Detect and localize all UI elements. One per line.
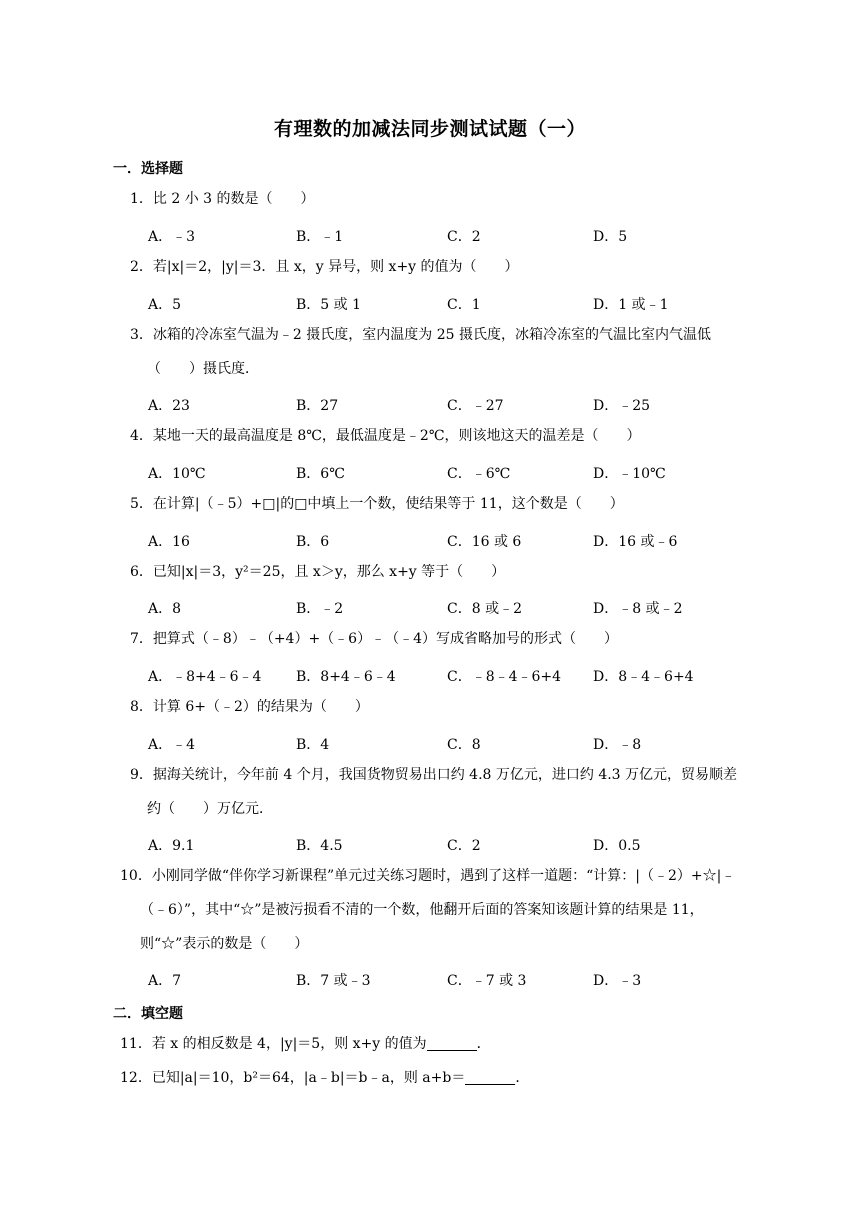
option-a: A．23	[148, 398, 190, 414]
question-8: 8．计算 6+（﹣2）的结果为（ ）	[130, 699, 369, 715]
option-d: D．0.5	[593, 838, 641, 854]
options-8	[148, 734, 748, 754]
option-a: A．5	[148, 297, 182, 313]
option-b: B．5 或 1	[296, 297, 362, 313]
answer-blank	[427, 1036, 477, 1051]
option-c: C．2	[447, 229, 481, 245]
option-d: D．﹣10℃	[593, 466, 666, 482]
question-1: 1．比 2 小 3 的数是（ ）	[130, 191, 315, 207]
option-d: D．16 或﹣6	[593, 534, 678, 550]
options-1	[148, 226, 748, 246]
section-heading-fill: 二．填空题	[113, 1006, 183, 1022]
option-a: A．10℃	[148, 466, 206, 482]
option-d: D．1 或﹣1	[593, 297, 669, 313]
option-d: D．﹣8	[593, 737, 642, 753]
option-d: D．5	[593, 229, 628, 245]
question-5: 5．在计算|（﹣5）+□|的□中填上一个数，使结果等于 11，这个数是（ ）	[130, 496, 624, 512]
options-9	[148, 835, 748, 855]
answer-blank	[465, 1070, 515, 1085]
options-2	[148, 294, 748, 314]
option-c: C．﹣8﹣4﹣6+4	[447, 669, 562, 685]
option-a: A．﹣3	[148, 229, 196, 245]
options-4	[148, 463, 748, 483]
question-11-tail: ．	[476, 1036, 491, 1052]
options-7	[148, 666, 748, 686]
option-b: B．8+4﹣6﹣4	[296, 669, 396, 685]
option-c: C．16 或 6	[447, 534, 522, 550]
page-title: 有理数的加减法同步测试试题（一）	[273, 118, 586, 140]
question-3: 3．冰箱的冷冻室气温为﹣2 摄氏度，室内温度为 25 摄氏度，冰箱冷冻室的气温比室内气温低（ ）摄氏度．	[130, 327, 711, 377]
option-c: C．2	[447, 838, 481, 854]
question-9: 9．据海关统计，今年前 4 个月，我国货物贸易出口约 4.8 万亿元，进口约 4.3 万亿元，贸易顺差约（ ）万亿元．	[130, 767, 738, 817]
option-b: B．4	[296, 737, 330, 753]
question-12	[120, 1061, 745, 1095]
option-c: C．8 或﹣2	[447, 601, 522, 617]
option-c: C．1	[447, 297, 481, 313]
option-a: A．7	[148, 973, 182, 989]
option-b: B．6℃	[296, 466, 345, 482]
option-b: B．27	[296, 398, 339, 414]
question-4: 4．某地一天的最高温度是 8℃，最低温度是﹣2℃，则该地这天的温差是（ ）	[130, 428, 641, 444]
options-6	[148, 598, 748, 618]
question-2: 2．若|x|＝2，|y|＝3．且 x，y 异号，则 x+y 的值为（ ）	[130, 259, 519, 275]
question-10: 10．小刚同学做“伴你学习新课程”单元过关练习题时，遇到了这样一道题：“计算：|（﹣2）+☆|﹣（﹣6）”，其中“☆”是被污损看不清的一个数，他翻开后面的答案知该题计算的结果是 11，则“☆”表示的数是（ ）	[120, 868, 736, 952]
option-d: D．﹣3	[593, 973, 642, 989]
option-a: A．8	[148, 601, 182, 617]
question-7: 7．把算式（﹣8）﹣（+4）+（﹣6）﹣（﹣4）写成省略加号的形式（ ）	[130, 631, 618, 647]
question-6: 6．已知|x|＝3，y²＝25，且 x＞y，那么 x+y 等于（ ）	[130, 564, 506, 580]
option-a: A．9.1	[148, 838, 195, 854]
option-d: D．﹣25	[593, 398, 651, 414]
option-c: C．﹣27	[447, 398, 504, 414]
options-10	[148, 970, 748, 990]
question-11	[120, 1027, 745, 1061]
options-3	[148, 395, 748, 415]
option-b: B．﹣2	[296, 601, 344, 617]
option-c: C．﹣6℃	[447, 466, 511, 482]
question-11-text: 11．若 x 的相反数是 4，|y|＝5，则 x+y 的值为	[120, 1036, 427, 1052]
options-5	[148, 531, 748, 551]
section-heading-choice: 一．选择题	[113, 161, 183, 177]
question-12-text: 12．已知|a|＝10，b²＝64，|a﹣b|＝b﹣a，则 a+b＝	[120, 1070, 466, 1086]
question-12-tail: ．	[515, 1070, 530, 1086]
option-c: C．﹣7 或 3	[447, 973, 527, 989]
option-d: D．﹣8 或﹣2	[593, 601, 683, 617]
option-a: A．﹣8+4﹣6﹣4	[148, 669, 262, 685]
option-a: A．﹣4	[148, 737, 196, 753]
option-b: B．7 或﹣3	[296, 973, 371, 989]
option-b: B．4.5	[296, 838, 343, 854]
option-a: A．16	[148, 534, 190, 550]
option-c: C．8	[447, 737, 481, 753]
option-b: B．6	[296, 534, 330, 550]
option-d: D．8﹣4﹣6+4	[593, 669, 694, 685]
option-b: B．﹣1	[296, 229, 344, 245]
